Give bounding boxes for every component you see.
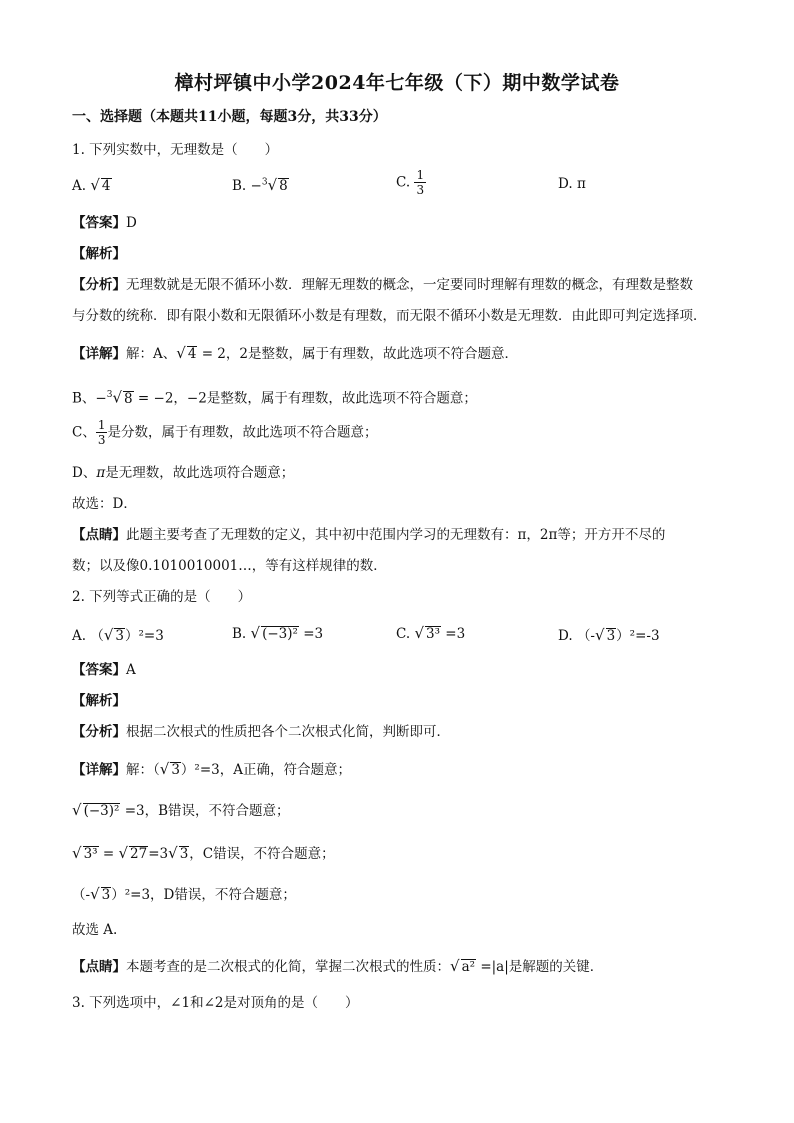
radicand: 3³ [426, 626, 441, 642]
expression-tail: ）²=-3 [616, 628, 660, 644]
q1-dianjing-line2: 数；以及像0.1010010001…，等有这样规律的数． [72, 558, 387, 574]
fenxi-tag: 【分析】 [72, 277, 126, 293]
q1-option-b: B. −$^3$√ 8 [232, 176, 288, 194]
expression-tail: =3 [441, 626, 466, 642]
equation: = 2 [197, 346, 226, 362]
equals: = [98, 846, 119, 862]
xiangjie-tag: 【详解】 [72, 762, 126, 778]
dianjing-text: 此题主要考查了无理数的定义，其中初中范围内学习的无理数有：π，2π等；开方开不尽的 [126, 527, 666, 543]
explanation: ）²=3，D错误，不符合题意； [111, 887, 296, 903]
explanation: ）²=3，A正确，符合题意； [180, 762, 351, 778]
dianjing-tag: 【点睛】 [72, 527, 126, 543]
q1-analysis-tag: 【解析】 [72, 246, 126, 262]
q1-xiangjie-b: B、−$^3$√ 8 = −2，−2是整数，属于有理数，故此选项不符合题意； [72, 388, 477, 407]
paren-open: （- [576, 628, 595, 644]
paren-open: （ [90, 628, 104, 644]
dianjing-tag: 【点睛】 [72, 959, 126, 975]
option-label: A. [72, 628, 87, 644]
paren-open: （- [72, 887, 91, 903]
radicand: (−3)² [262, 626, 298, 642]
q1-option-d [558, 176, 586, 192]
q1-dianjing-line1 [72, 525, 665, 545]
option-label: C. [396, 626, 411, 642]
answer-tag: 【答案】 [72, 662, 126, 678]
xiangjie-tag: 【详解】 [72, 346, 126, 362]
radicand: 4 [187, 346, 197, 362]
radicand: 8 [279, 178, 288, 194]
radicand: (−3)² [83, 803, 120, 819]
q1-xiangjie-d [72, 463, 294, 483]
q1-xiangjie-a: 【详解】解：A、√ 4 = 2，2是整数，属于有理数，故此选项不符合题意． [72, 344, 518, 362]
equals: =3 [148, 846, 169, 862]
radicand: 4 [101, 178, 111, 194]
radicand: a² [461, 959, 476, 975]
item-prefix: C、 [72, 424, 96, 441]
numerator: 1 [97, 418, 106, 432]
q2-answer [72, 660, 136, 680]
radicand: 3 [115, 628, 124, 644]
q2-option-d: D. （-√ 3）²=-3 [558, 626, 660, 644]
denominator: 3 [416, 183, 425, 197]
xiangjie-prefix: 解：A、 [126, 346, 177, 362]
option-label: A. [72, 178, 87, 194]
explanation: ，−2是整数，属于有理数，故此选项不符合题意； [173, 390, 477, 407]
radicand: 27 [130, 846, 148, 862]
item-prefix: D、 [72, 465, 97, 481]
expression-tail: =3 [298, 626, 324, 642]
answer-tag: 【答案】 [72, 215, 126, 231]
radicand: 3 [606, 628, 616, 644]
q2-option-c: C. √ 3³ =3 [396, 624, 466, 642]
section-heading: 一、选择题（本题共11小题，每题3分，共33分） [72, 109, 387, 125]
xiangjie-prefix: 解：（ [126, 762, 160, 778]
dianjing-text-tail: =|a|是解题的关键． [476, 959, 604, 975]
q2-xiangjie-a: 【详解】解：（√ 3）²=3，A正确，符合题意； [72, 760, 351, 778]
q3-stem: 3. 下列选项中，∠1和∠2是对顶角的是（ ） [72, 995, 359, 1011]
q1-stem: 1. 下列实数中，无理数是（ ） [72, 142, 279, 158]
radicand: 3 [179, 846, 189, 862]
explanation: 是无理数，故此选项符合题意； [105, 465, 295, 481]
equation: = −2 [133, 390, 174, 407]
numerator: 1 [416, 168, 425, 182]
pi-symbol: π [96, 465, 106, 481]
option-label: B. [232, 178, 247, 194]
q2-xiangjie-d: （-√ 3）²=3，D错误，不符合题意； [72, 885, 296, 903]
expression-tail: ）²=3 [125, 628, 164, 644]
explanation: 是分数，属于有理数，故此选项不符合题意； [107, 424, 378, 441]
explanation: ，C错误，不符合题意； [189, 846, 335, 862]
explanation: =3，B错误，不符合题意； [120, 803, 290, 819]
q1-fenxi-line2: 与分数的统称．即有限小数和无限循环小数是有理数，而无限不循环小数是无理数．由此即可判定选择项． [72, 308, 707, 324]
q1-choose: 故选：D． [72, 496, 137, 512]
denominator: 3 [97, 433, 106, 447]
q2-xiangjie-c: √ 3³ = √ 27=3√ 3，C错误，不符合题意； [72, 844, 335, 862]
dianjing-text: 本题考查的是二次根式的化简，掌握二次根式的性质： [126, 959, 450, 975]
explanation: ，2是整数，属于有理数，故此选项不符合题意． [225, 346, 518, 362]
option-label: B. [232, 626, 247, 642]
item-prefix: B、− [72, 390, 107, 407]
q1-option-a: A. √ 4 [72, 176, 111, 194]
q2-option-b: B. √ (−3)² =3 [232, 624, 324, 642]
option-label: D. [558, 628, 573, 644]
q2-stem: 2. 下列等式正确的是（ ） [72, 589, 252, 605]
q2-analysis-tag: 【解析】 [72, 693, 126, 709]
fenxi-text: 无理数就是无限不循环小数．理解无理数的概念，一定要同时理解有理数的概念，有理数是整数 [126, 277, 693, 293]
minus-sign: − [250, 178, 262, 194]
q2-xiangjie-b: √ (−3)² =3，B错误，不符合题意； [72, 801, 290, 819]
option-label: C. [396, 174, 411, 191]
fraction [414, 168, 426, 197]
fenxi-tag: 【分析】 [72, 724, 126, 740]
fenxi-text: 根据二次根式的性质把各个二次根式化简，判断即可． [126, 724, 450, 740]
root-index: 3 [261, 177, 268, 188]
q1-xiangjie-c [72, 418, 377, 447]
answer-value: A [126, 662, 136, 678]
radicand: 8 [124, 390, 133, 407]
q2-dianjing: 【点睛】本题考查的是二次根式的化简，掌握二次根式的性质：√ a² =|a|是解题的关键． [72, 957, 604, 975]
q1-answer [72, 213, 137, 233]
option-label: D. [558, 176, 573, 192]
radicand: 3 [171, 762, 180, 778]
q1-option-c [396, 168, 426, 197]
q1-fenxi-line1 [72, 275, 693, 295]
radicand: 3³ [83, 846, 98, 862]
fraction [96, 418, 108, 447]
root-index: 3 [106, 390, 113, 400]
q2-fenxi [72, 722, 450, 742]
radicand: 3 [101, 887, 111, 903]
q2-choose: 故选 A. [72, 922, 118, 938]
q2-option-a: A. （√ 3）²=3 [72, 626, 164, 644]
answer-value: D [126, 215, 137, 231]
pi-value: π [576, 176, 586, 192]
page-title: 樟村坪镇中小学2024年七年级（下）期中数学试卷 [174, 72, 620, 94]
